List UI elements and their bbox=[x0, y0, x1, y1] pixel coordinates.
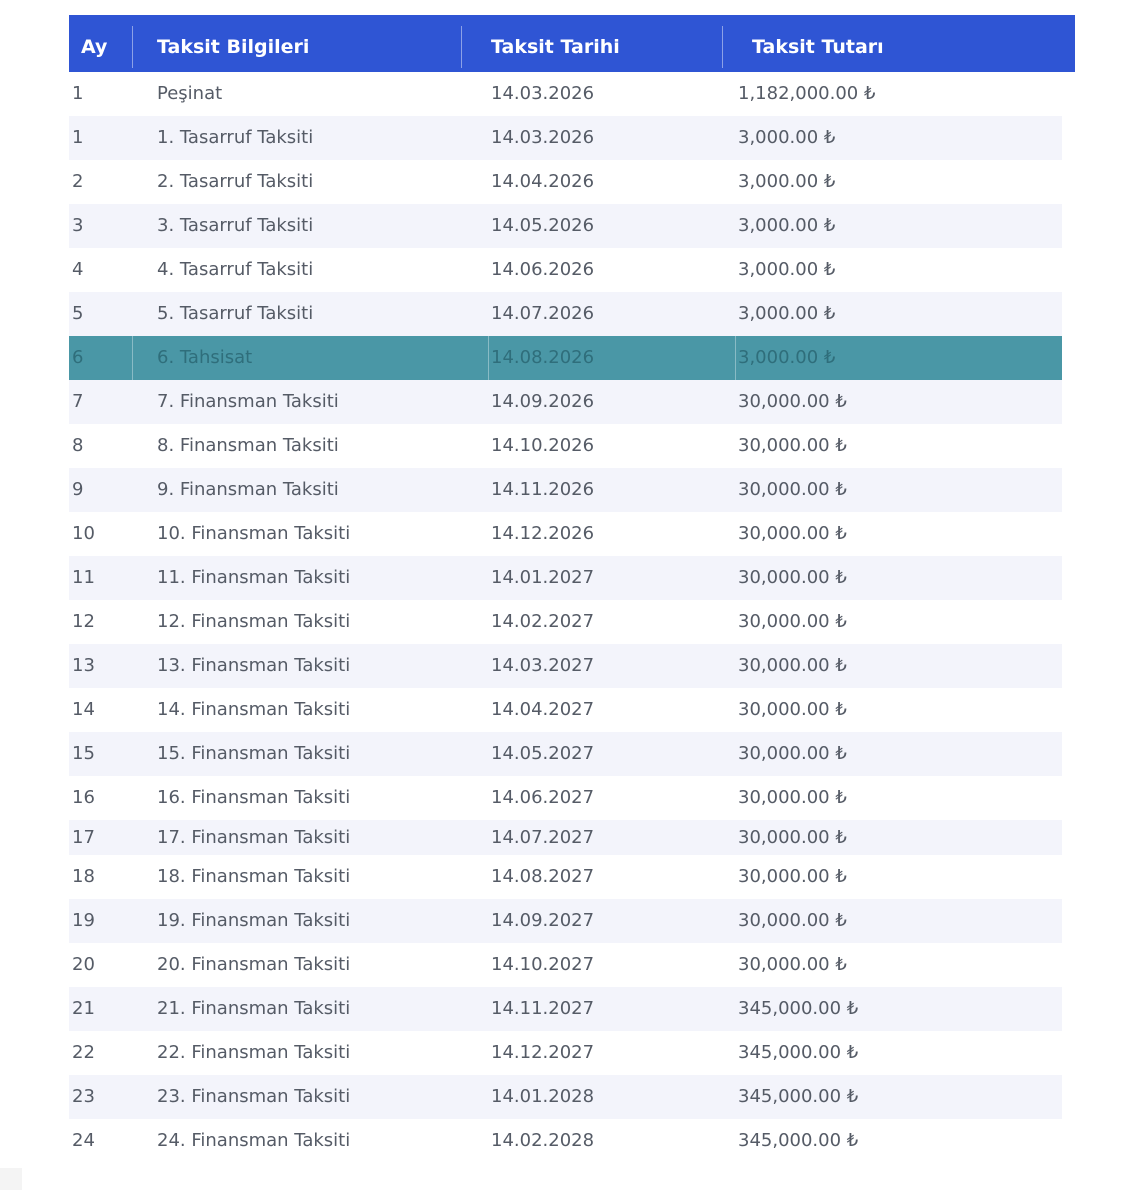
row-divider bbox=[488, 336, 489, 380]
row-taksit-bilgileri: 23. Finansman Taksiti bbox=[157, 1086, 351, 1107]
row-taksit-tutari: 3,000.00 ₺ bbox=[738, 347, 836, 368]
row-ay: 15 bbox=[72, 743, 95, 764]
row-taksit-bilgileri: 18. Finansman Taksiti bbox=[157, 866, 351, 887]
header-taksit-tarihi: Taksit Tarihi bbox=[491, 36, 620, 58]
row-ay: 8 bbox=[72, 435, 84, 456]
table-row[interactable] bbox=[69, 688, 1062, 732]
row-taksit-tarihi: 14.07.2026 bbox=[491, 303, 595, 324]
table-row[interactable] bbox=[69, 1119, 1062, 1163]
row-taksit-bilgileri: 2. Tasarruf Taksiti bbox=[157, 171, 314, 192]
row-taksit-tutari: 30,000.00 ₺ bbox=[738, 479, 847, 500]
row-ay: 11 bbox=[72, 567, 95, 588]
row-taksit-tarihi: 14.06.2027 bbox=[491, 787, 595, 808]
row-taksit-bilgileri: 22. Finansman Taksiti bbox=[157, 1042, 351, 1063]
row-ay: 10 bbox=[72, 523, 95, 544]
row-taksit-bilgileri: 9. Finansman Taksiti bbox=[157, 479, 339, 500]
row-ay: 7 bbox=[72, 391, 84, 412]
corner-mark bbox=[0, 1168, 22, 1190]
table-row-highlighted[interactable] bbox=[69, 336, 1062, 380]
row-ay: 17 bbox=[72, 827, 95, 848]
row-ay: 14 bbox=[72, 699, 95, 720]
table-row[interactable] bbox=[69, 380, 1062, 424]
row-taksit-tutari: 3,000.00 ₺ bbox=[738, 259, 836, 280]
row-taksit-tutari: 30,000.00 ₺ bbox=[738, 787, 847, 808]
row-taksit-tarihi: 14.08.2027 bbox=[491, 866, 595, 887]
row-taksit-tutari: 345,000.00 ₺ bbox=[738, 998, 859, 1019]
row-ay: 2 bbox=[72, 171, 84, 192]
row-taksit-tutari: 30,000.00 ₺ bbox=[738, 866, 847, 887]
table-row[interactable] bbox=[69, 512, 1062, 556]
row-taksit-tarihi: 14.11.2026 bbox=[491, 479, 595, 500]
table-row[interactable] bbox=[69, 855, 1062, 899]
table-row[interactable] bbox=[69, 116, 1062, 160]
installment-table bbox=[69, 15, 1075, 1163]
table-row[interactable] bbox=[69, 248, 1062, 292]
row-taksit-tutari: 30,000.00 ₺ bbox=[738, 435, 847, 456]
row-ay: 4 bbox=[72, 259, 84, 280]
row-taksit-bilgileri: 20. Finansman Taksiti bbox=[157, 954, 351, 975]
row-taksit-tarihi: 14.07.2027 bbox=[491, 827, 595, 848]
row-taksit-bilgileri: 17. Finansman Taksiti bbox=[157, 827, 351, 848]
row-ay: 3 bbox=[72, 215, 84, 236]
row-taksit-tutari: 30,000.00 ₺ bbox=[738, 743, 847, 764]
table-row[interactable] bbox=[69, 899, 1062, 943]
row-taksit-bilgileri: 15. Finansman Taksiti bbox=[157, 743, 351, 764]
table-row[interactable] bbox=[69, 1075, 1062, 1119]
row-taksit-tarihi: 14.06.2026 bbox=[491, 259, 595, 280]
row-taksit-bilgileri: 1. Tasarruf Taksiti bbox=[157, 127, 314, 148]
table-row[interactable] bbox=[69, 1031, 1062, 1075]
row-taksit-tarihi: 14.10.2026 bbox=[491, 435, 595, 456]
row-taksit-bilgileri: 6. Tahsisat bbox=[157, 347, 253, 368]
table-row[interactable] bbox=[69, 600, 1062, 644]
row-taksit-tutari: 30,000.00 ₺ bbox=[738, 391, 847, 412]
row-ay: 18 bbox=[72, 866, 95, 887]
header-taksit-bilgileri: Taksit Bilgileri bbox=[157, 36, 310, 58]
table-row[interactable] bbox=[69, 776, 1062, 820]
row-taksit-tutari: 30,000.00 ₺ bbox=[738, 567, 847, 588]
row-taksit-tutari: 30,000.00 ₺ bbox=[738, 523, 847, 544]
row-ay: 20 bbox=[72, 954, 95, 975]
row-ay: 22 bbox=[72, 1042, 95, 1063]
table-row[interactable] bbox=[69, 424, 1062, 468]
row-ay: 21 bbox=[72, 998, 95, 1019]
row-taksit-tutari: 3,000.00 ₺ bbox=[738, 171, 836, 192]
row-taksit-tarihi: 14.03.2027 bbox=[491, 655, 595, 676]
table-row[interactable] bbox=[69, 644, 1062, 688]
row-taksit-tutari: 30,000.00 ₺ bbox=[738, 655, 847, 676]
row-taksit-tarihi: 14.02.2028 bbox=[491, 1130, 595, 1151]
table-row[interactable] bbox=[69, 732, 1062, 776]
row-taksit-bilgileri: 4. Tasarruf Taksiti bbox=[157, 259, 314, 280]
row-taksit-bilgileri: 3. Tasarruf Taksiti bbox=[157, 215, 314, 236]
table-row[interactable] bbox=[69, 160, 1062, 204]
row-taksit-tutari: 1,182,000.00 ₺ bbox=[738, 83, 876, 104]
row-taksit-bilgileri: 14. Finansman Taksiti bbox=[157, 699, 351, 720]
row-taksit-tarihi: 14.09.2026 bbox=[491, 391, 595, 412]
row-ay: 24 bbox=[72, 1130, 95, 1151]
row-taksit-tarihi: 14.08.2026 bbox=[491, 347, 595, 368]
row-ay: 1 bbox=[72, 127, 84, 148]
row-taksit-tarihi: 14.05.2026 bbox=[491, 215, 595, 236]
header-taksit-tutari: Taksit Tutarı bbox=[752, 36, 884, 58]
row-taksit-tutari: 345,000.00 ₺ bbox=[738, 1042, 859, 1063]
row-taksit-bilgileri: 13. Finansman Taksiti bbox=[157, 655, 351, 676]
row-ay: 23 bbox=[72, 1086, 95, 1107]
row-taksit-tutari: 3,000.00 ₺ bbox=[738, 303, 836, 324]
table-header bbox=[69, 15, 1075, 72]
row-taksit-tutari: 30,000.00 ₺ bbox=[738, 699, 847, 720]
row-taksit-bilgileri: 16. Finansman Taksiti bbox=[157, 787, 351, 808]
row-taksit-bilgileri: 19. Finansman Taksiti bbox=[157, 910, 351, 931]
row-taksit-tarihi: 14.03.2026 bbox=[491, 127, 595, 148]
table-row[interactable] bbox=[69, 72, 1062, 116]
row-taksit-bilgileri: 5. Tasarruf Taksiti bbox=[157, 303, 314, 324]
row-divider bbox=[735, 336, 736, 380]
row-taksit-tarihi: 14.02.2027 bbox=[491, 611, 595, 632]
row-ay: 5 bbox=[72, 303, 84, 324]
table-row[interactable] bbox=[69, 943, 1062, 987]
table-row[interactable] bbox=[69, 292, 1062, 336]
table-body bbox=[69, 72, 1062, 1163]
row-taksit-bilgileri: 21. Finansman Taksiti bbox=[157, 998, 351, 1019]
row-taksit-tutari: 30,000.00 ₺ bbox=[738, 954, 847, 975]
row-taksit-tarihi: 14.01.2027 bbox=[491, 567, 595, 588]
row-taksit-tarihi: 14.05.2027 bbox=[491, 743, 595, 764]
row-taksit-bilgileri: 11. Finansman Taksiti bbox=[157, 567, 351, 588]
row-taksit-tarihi: 14.12.2027 bbox=[491, 1042, 595, 1063]
row-taksit-tarihi: 14.04.2026 bbox=[491, 171, 595, 192]
row-taksit-bilgileri: Peşinat bbox=[157, 83, 223, 104]
table-row[interactable] bbox=[69, 556, 1062, 600]
row-taksit-tutari: 30,000.00 ₺ bbox=[738, 827, 847, 848]
row-divider bbox=[132, 336, 133, 380]
header-ay: Ay bbox=[81, 36, 108, 58]
row-taksit-tarihi: 14.11.2027 bbox=[491, 998, 595, 1019]
row-taksit-tarihi: 14.04.2027 bbox=[491, 699, 595, 720]
row-ay: 16 bbox=[72, 787, 95, 808]
header-divider bbox=[132, 26, 133, 68]
row-ay: 13 bbox=[72, 655, 95, 676]
row-taksit-tutari: 345,000.00 ₺ bbox=[738, 1086, 859, 1107]
row-taksit-tarihi: 14.01.2028 bbox=[491, 1086, 595, 1107]
row-ay: 19 bbox=[72, 910, 95, 931]
row-ay: 12 bbox=[72, 611, 95, 632]
row-taksit-bilgileri: 7. Finansman Taksiti bbox=[157, 391, 339, 412]
row-taksit-tutari: 3,000.00 ₺ bbox=[738, 215, 836, 236]
row-taksit-bilgileri: 8. Finansman Taksiti bbox=[157, 435, 339, 456]
row-taksit-bilgileri: 24. Finansman Taksiti bbox=[157, 1130, 351, 1151]
row-ay: 6 bbox=[72, 347, 84, 368]
row-ay: 9 bbox=[72, 479, 84, 500]
row-ay: 1 bbox=[72, 83, 84, 104]
row-taksit-bilgileri: 12. Finansman Taksiti bbox=[157, 611, 351, 632]
table-row[interactable] bbox=[69, 987, 1062, 1031]
table-row[interactable] bbox=[69, 204, 1062, 248]
header-divider bbox=[461, 26, 462, 68]
row-taksit-tarihi: 14.12.2026 bbox=[491, 523, 595, 544]
row-taksit-bilgileri: 10. Finansman Taksiti bbox=[157, 523, 351, 544]
row-taksit-tarihi: 14.09.2027 bbox=[491, 910, 595, 931]
row-taksit-tarihi: 14.10.2027 bbox=[491, 954, 595, 975]
row-taksit-tutari: 345,000.00 ₺ bbox=[738, 1130, 859, 1151]
row-taksit-tutari: 30,000.00 ₺ bbox=[738, 611, 847, 632]
row-taksit-tarihi: 14.03.2026 bbox=[491, 83, 595, 104]
table-row[interactable] bbox=[69, 468, 1062, 512]
table-row[interactable] bbox=[69, 820, 1062, 855]
header-divider bbox=[722, 26, 723, 68]
row-taksit-tutari: 3,000.00 ₺ bbox=[738, 127, 836, 148]
row-taksit-tutari: 30,000.00 ₺ bbox=[738, 910, 847, 931]
